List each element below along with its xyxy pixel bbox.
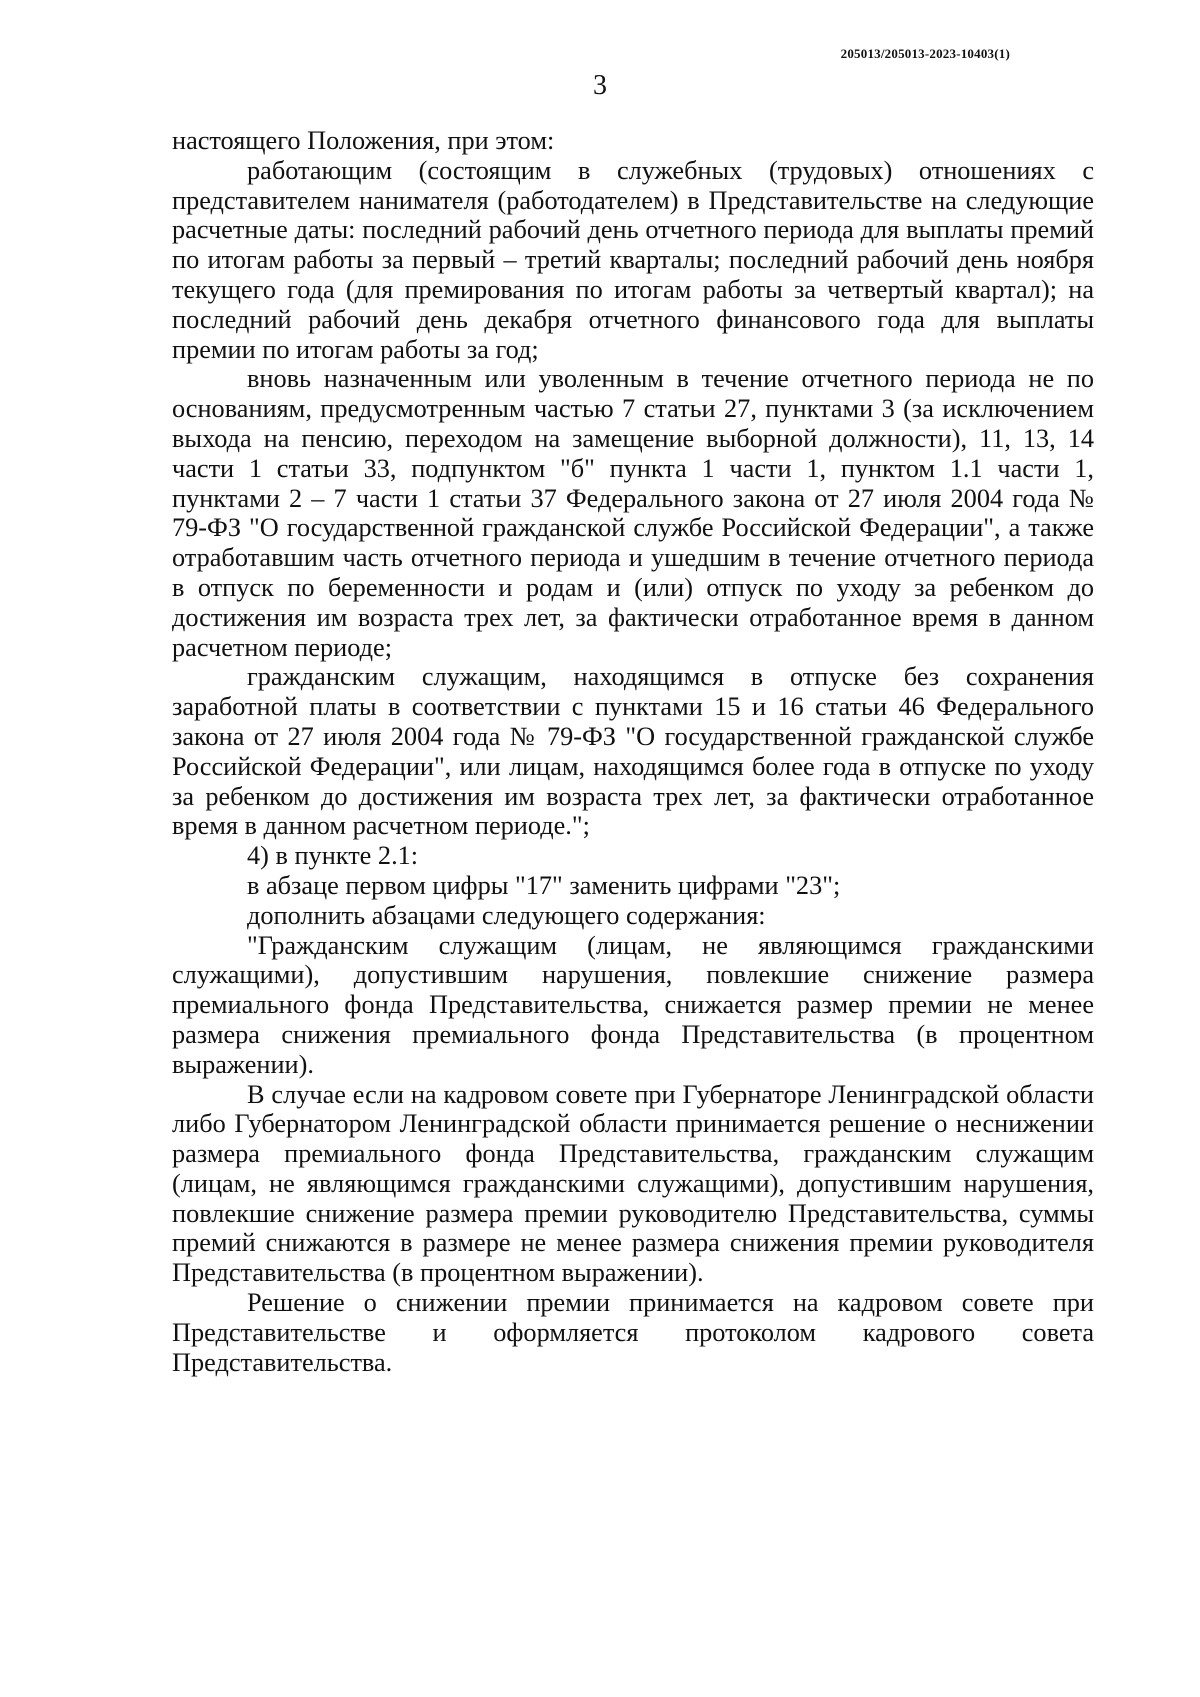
paragraph-3: вновь назначенным или уволенным в течение отчетного периода не по основаниям, предусмотренным частью 7 статьи 27, пунктами 3 (за исключением выхода на пенсию, переходом на замещение выборной должности), 11, 13, 14 части 1 статьи 33, подпунктом "б" пункта 1 части 1, пунктом 1.1 части 1, пунктами 2 – 7 части 1 статьи 37 Федерального закона от 27 июля 2004 года № 79-ФЗ "О государственной гражданской службе Российской Федерации", а также отработавшим часть отчетного периода и ушедшим в течение отчетного периода в отпуск по беременности и родам и (или) отпуск по уходу за ребенком до достижения им возраста трех лет, за фактически отработанное время в данном расчетном периоде;	[172, 364, 1094, 662]
paragraph-9: В случае если на кадровом совете при Губернаторе Ленинградской области либо Губернатором Ленинградской области принимается решение о неснижении размера премиального фонда Представительства, гражданским служащим (лицам, не являющимся гражданскими служащими), допустившим нарушения, повлекшие снижение размера премии руководителю Представительства, суммы премий снижаются в размере не менее размера снижения премии руководителя Представительства (в процентном выражении).	[172, 1079, 1094, 1288]
document-body	[172, 126, 1094, 1377]
paragraph-2: работающим (состоящим в служебных (трудовых) отношениях с представителем нанимателя (работодателем) в Представительстве на следующие расчетные даты: последний рабочий день отчетного периода для выплаты премий по итогам работы за первый – третий кварталы; последний рабочий день ноября текущего года (для премирования по итогам работы за четвертый квартал); на последний рабочий день декабря отчетного финансового года для выплаты премии по итогам работы за год;	[172, 155, 1094, 364]
paragraph-8: "Гражданским служащим (лицам, не являющимся гражданскими служащими), допустившим нарушения, повлекшие снижение размера премиального фонда Представительства, снижается размер премии не менее размера снижения премиального фонда Представительства (в процентном выражении).	[172, 930, 1094, 1079]
page-number: 3	[593, 70, 607, 101]
paragraph-1: настоящего Положения, при этом:	[172, 126, 555, 155]
paragraph-6: в абзаце первом цифры "17" заменить цифрами "23";	[247, 870, 841, 900]
paragraph-7: дополнить абзацами следующего содержания:	[247, 900, 766, 930]
document-id: 205013/205013-2023-10403(1)	[840, 46, 1010, 61]
paragraph-4: гражданским служащим, находящимся в отпуске без сохранения заработной платы в соответствии с пунктами 15 и 16 статьи 46 Федерального закона от 27 июля 2004 года № 79-ФЗ "О государственной гражданской службе Российской Федерации", или лицам, находящимся более года в отпуске по уходу за ребенком до достижения им возраста трех лет, за фактически отработанное время в данном расчетном периоде.";	[172, 662, 1094, 841]
paragraph-5: 4) в пункте 2.1:	[247, 841, 419, 871]
paragraph-10: Решение о снижении премии принимается на кадровом совете при Представительстве и оформляется протоколом кадрового совета Представительства.	[172, 1288, 1094, 1377]
